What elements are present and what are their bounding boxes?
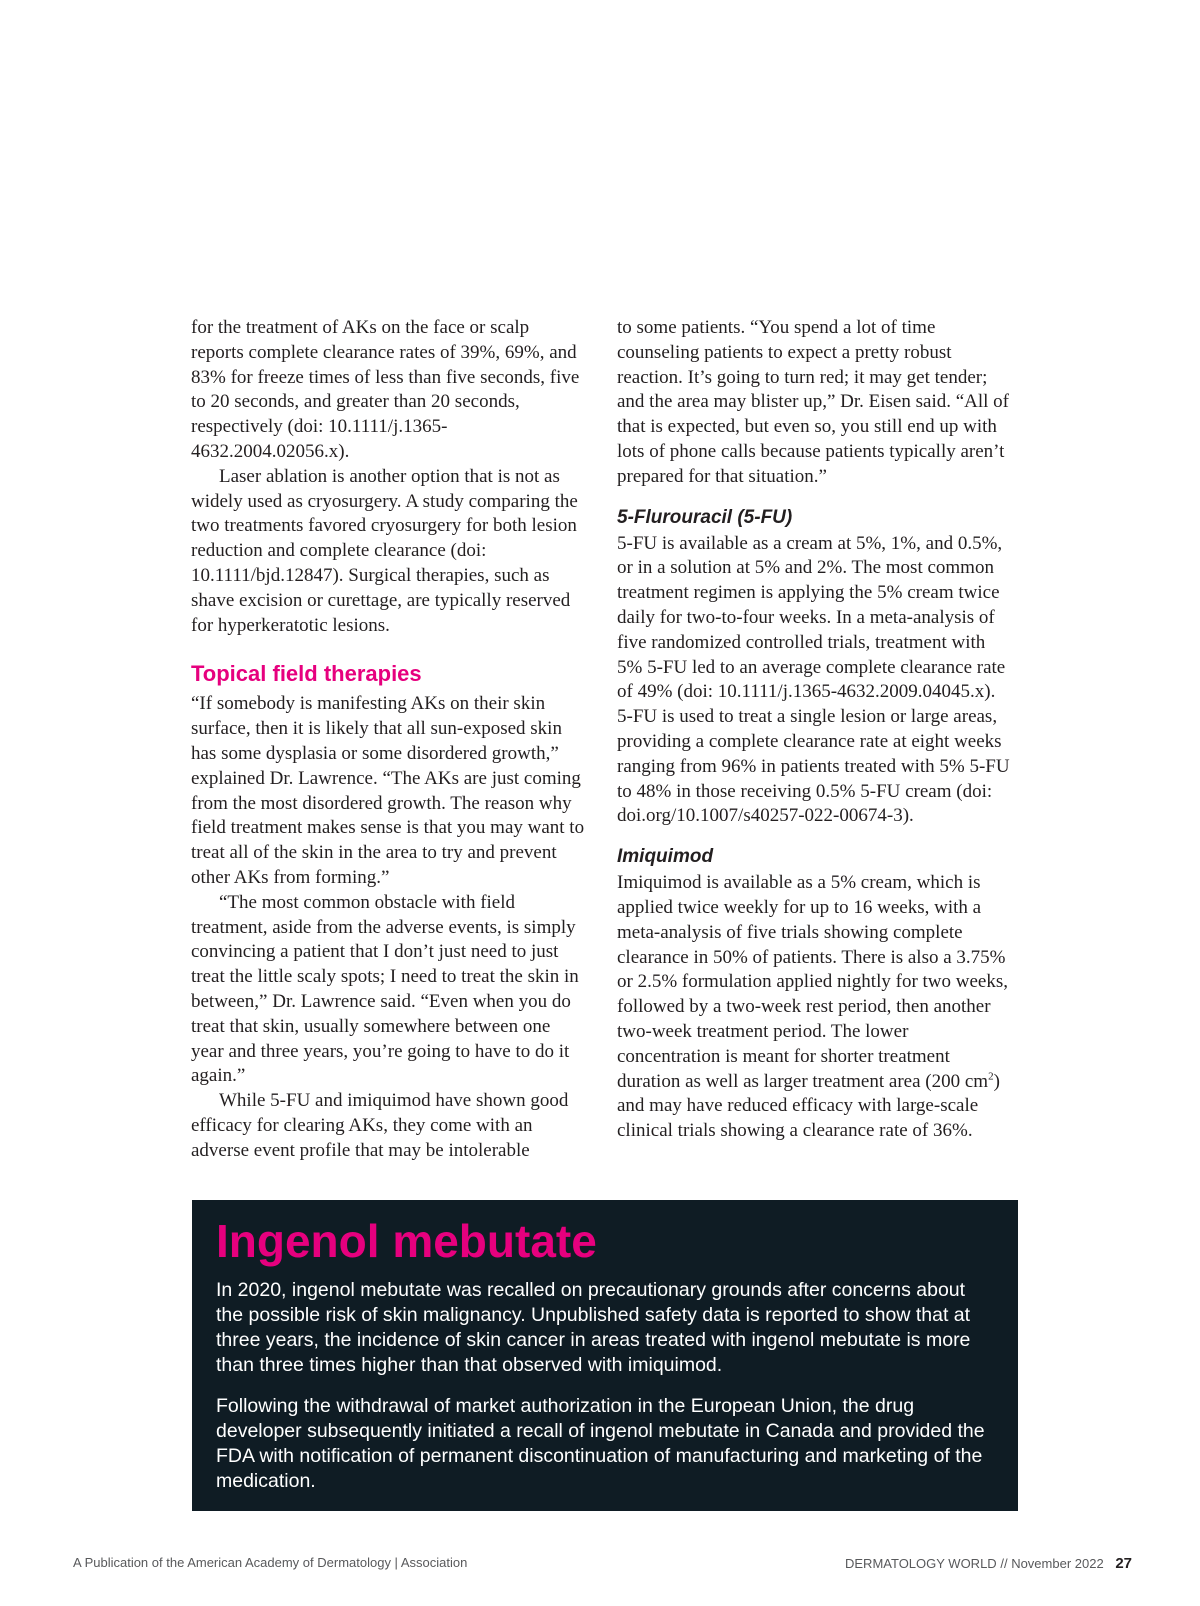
superscript-2: 2 [988,1070,994,1083]
footer-magazine: DERMATOLOGY WORLD [845,1556,997,1571]
body-paragraph: “If somebody is manifesting AKs on their skin surface, then it is likely that all sun-exposed skin has some dysplasia or some disordered growth,” explained Dr. Lawrence. “The AKs are just coming from the most disordered growth. The reason why field treatment makes sense is that you may want to treat all of the skin in the area to try and prevent other AKs from forming.” [191,693,585,888]
sidebar-paragraph: Following the withdrawal of market authorization in the European Union, the drug developer subsequently initiated a recall of ingenol mebutate in Canada and provided the FDA with notification of permanent discontinuation of manufacturing and marketing of the medication. [216,1395,985,1492]
subheading-5fu: 5-Flurouracil (5-FU) [617,506,793,528]
footer-issue-info [845,1555,1132,1572]
subheading-imiquimod: Imiquimod [617,846,714,868]
body-paragraph: for the treatment of AKs on the face or scalp reports complete clearance rates of 39%, 69%, and 83% for freeze times of less than five seconds, five to 20 seconds, and greater than 20 seconds, respectively (doi: 10.1111/j.1365-4632.2004.02056.x). [191,317,580,462]
section-heading-topical-field-therapies: Topical field therapies [191,661,422,687]
imiquimod-text-end: ) and may have reduced efficacy with large-scale clinical trials showing a clearance rate of 36%. [617,1070,1000,1142]
page-number: 27 [1115,1555,1132,1572]
body-paragraph: “The most common obstacle with field treatment, aside from the adverse events, is simply convincing a patient that I don’t just need to just treat the little scaly spots; I need to treat the skin in between,” Dr. Lawrence said. “Even when you do treat that skin, usually somewhere between one year and three years, you’re going to have to do it again.” [191,891,579,1087]
footer-publisher: A Publication of the American Academy of Dermatology | Association [73,1555,468,1570]
left-column [191,316,586,1164]
body-paragraph [617,871,1012,1144]
imiquimod-text-start: Imiquimod is available as a 5% cream, which is applied twice weekly for up to 16 weeks, with a meta-analysis of five trials showing complete clearance in 50% of patients. There is also a 3.75% or 2.5% formulation applied nightly for two weeks, followed by a two-week rest period, then another two-week treatment period. The lower concentration is meant for shorter treatment duration as well as larger treatment area (200 cm [617,872,1009,1092]
body-paragraph: 5-FU is available as a cream at 5%, 1%, and 0.5%, or in a solution at 5% and 2%. The most common treatment regimen is applying the 5% cream twice daily for two-to-four weeks. In a meta-analysis of five randomized controlled trials, treatment with 5% 5-FU led to an average complete clearance rate of 49% (doi: 10.1111/j.1365-4632.2009.04045.x). 5-FU is used to treat a single lesion or large areas, providing a complete clearance rate at eight weeks ranging from 96% in patients treated with 5% 5-FU to 48% in those receiving 0.5% 5-FU cream (doi: doi.org/10.1007/s40257-022-00674-3). [617,532,1010,827]
right-column [617,316,1012,1144]
sidebar-paragraph: In 2020, ingenol mebutate was recalled on precautionary grounds after concerns about the possible risk of skin malignancy. Unpublished safety data is reported to show that at three years, the incidence of skin cancer in areas treated with ingenol mebutate is more than three times higher than that observed with imiquimod. [216,1279,971,1376]
body-paragraph: to some patients. “You spend a lot of time counseling patients to expect a pretty robust reaction. It’s going to turn red; it may get tender; and the area may blister up,” Dr. Eisen said. “All of that is expected, but even so, you still end up with lots of phone calls because patients typically aren’t prepared for that situation.” [617,317,1010,487]
footer-issue: November 2022 [1011,1556,1104,1571]
footer-separator: // [1000,1556,1008,1571]
body-paragraph: Laser ablation is another option that is not as widely used as cryosurgery. A study comparing the two treatments favored cryosurgery for both lesion reduction and complete clearance (doi: 10.1111/bjd.12847). Surgical therapies, such as shave excision or curettage, are typically reserved for hyperkeratotic lesions. [191,465,578,636]
ingenol-sidebar-box [192,1200,1018,1511]
body-paragraph: While 5-FU and imiquimod have shown good efficacy for clearing AKs, they come with an adverse event profile that may be intolerable [191,1090,569,1161]
sidebar-title: Ingenol mebutate [216,1215,597,1267]
